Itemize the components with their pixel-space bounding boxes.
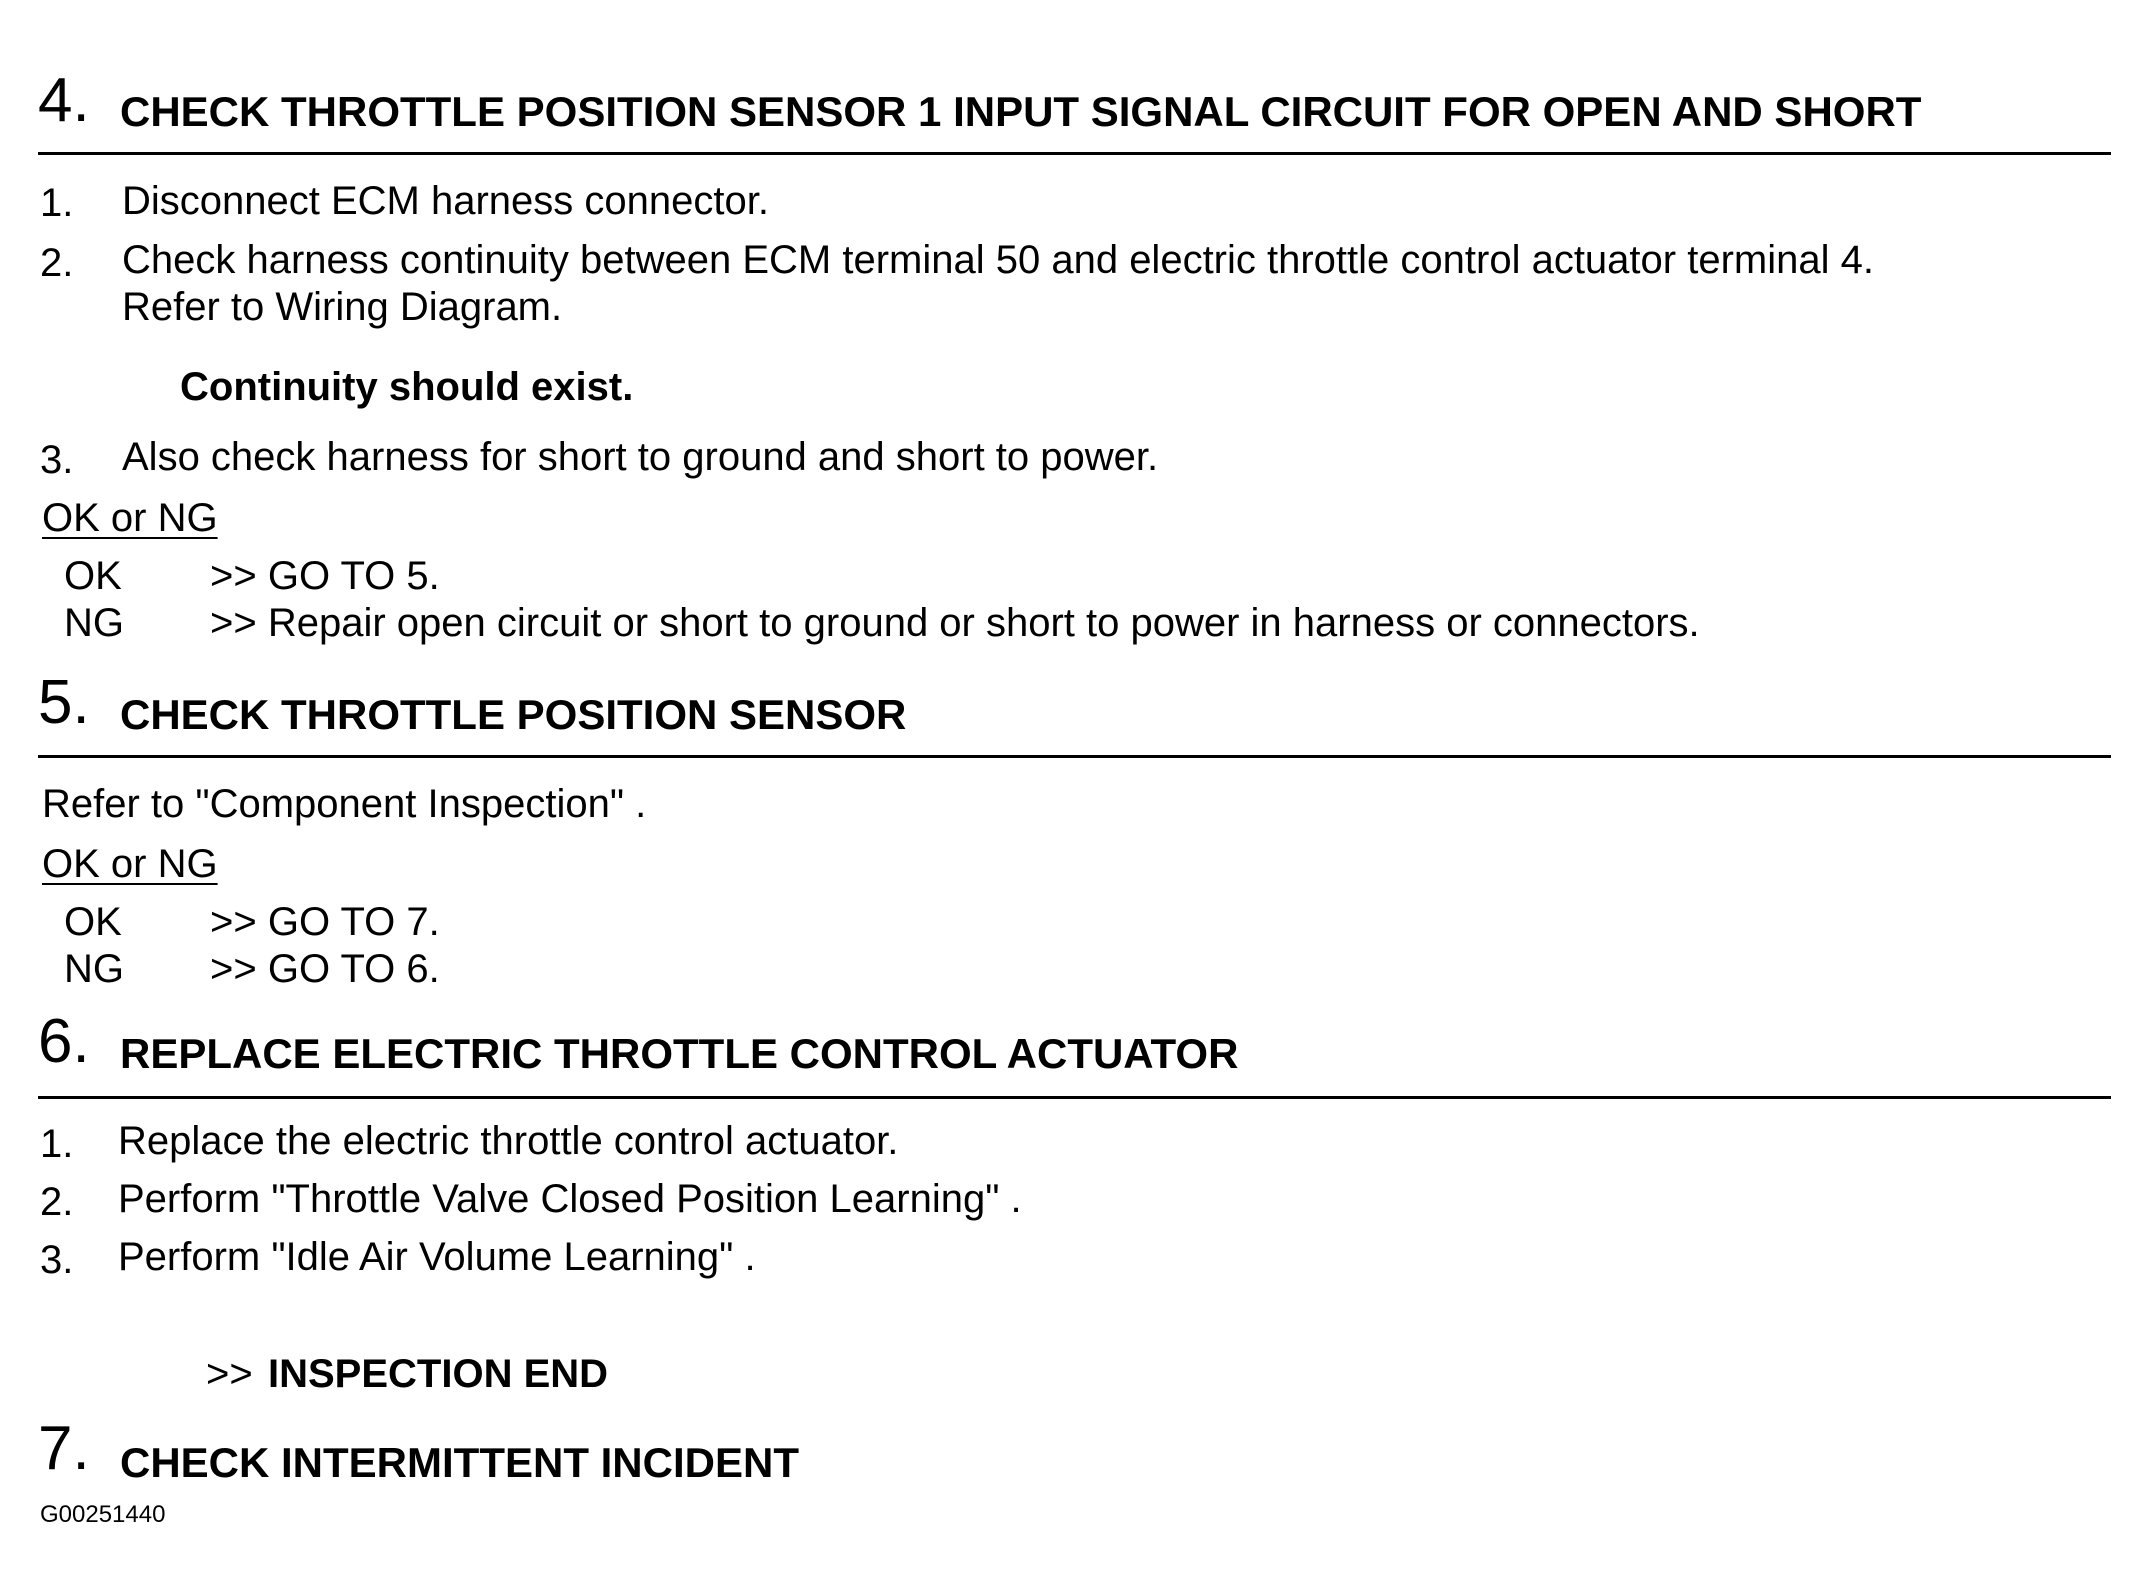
step-4-ok-ng-label: OK or NG xyxy=(42,496,218,540)
step-6-end-prefix: >> xyxy=(206,1352,253,1396)
step-6-item-1-number: 1. xyxy=(40,1122,74,1166)
step-5-number: 5. xyxy=(38,668,90,737)
step-6-item-2-number: 2. xyxy=(40,1180,74,1224)
step-4-ok-result: >> GO TO 5. xyxy=(210,554,440,598)
step-6-divider xyxy=(38,1096,2111,1099)
step-5-ok-label: OK xyxy=(64,900,122,944)
figure-code: G00251440 xyxy=(40,1501,166,1528)
step-4-ok-label: OK xyxy=(64,554,122,598)
step-5-ng-label: NG xyxy=(64,947,124,991)
step-4-item-3-number: 3. xyxy=(40,438,74,482)
step-5-ng-result: >> GO TO 6. xyxy=(210,947,440,991)
step-5-ok-result: >> GO TO 7. xyxy=(210,900,440,944)
step-5-ok-ng-label: OK or NG xyxy=(42,842,218,886)
step-6-item-1-text: Replace the electric throttle control actuator. xyxy=(118,1119,899,1163)
step-6-item-3-text: Perform "Idle Air Volume Learning" . xyxy=(118,1235,756,1279)
step-6-item-2-text: Perform "Throttle Valve Closed Position Learning" . xyxy=(118,1177,1022,1221)
step-5-text: Refer to "Component Inspection" . xyxy=(42,782,647,826)
step-4-item-1-number: 1. xyxy=(40,181,74,225)
step-4-item-2-text-continued: Refer to Wiring Diagram. xyxy=(122,285,563,329)
step-4-number: 4. xyxy=(38,66,90,135)
step-6-inspection-end: INSPECTION END xyxy=(268,1352,609,1396)
step-7-number: 7. xyxy=(38,1414,90,1483)
step-4-item-1-text: Disconnect ECM harness connector. xyxy=(122,179,769,223)
step-4-item-2-text: Check harness continuity between ECM terminal 50 and electric throttle control actuator terminal 4. xyxy=(122,238,1874,282)
step-6-number: 6. xyxy=(38,1007,90,1076)
step-5-divider xyxy=(38,755,2111,758)
step-4-continuity-note: Continuity should exist. xyxy=(180,365,634,409)
step-4-ng-label: NG xyxy=(64,601,124,645)
step-6-item-3-number: 3. xyxy=(40,1238,74,1282)
step-4-title: CHECK THROTTLE POSITION SENSOR 1 INPUT SIGNAL CIRCUIT FOR OPEN AND SHORT xyxy=(120,88,1922,135)
step-4-item-2-number: 2. xyxy=(40,241,74,285)
step-4-item-3-text: Also check harness for short to ground and short to power. xyxy=(122,435,1159,479)
step-4-ng-result: >> Repair open circuit or short to ground or short to power in harness or connectors. xyxy=(210,601,1700,645)
step-6-title: REPLACE ELECTRIC THROTTLE CONTROL ACTUATOR xyxy=(120,1030,1239,1077)
step-5-title: CHECK THROTTLE POSITION SENSOR xyxy=(120,691,907,738)
step-4-divider xyxy=(38,152,2111,155)
step-7-title: CHECK INTERMITTENT INCIDENT xyxy=(120,1439,799,1486)
